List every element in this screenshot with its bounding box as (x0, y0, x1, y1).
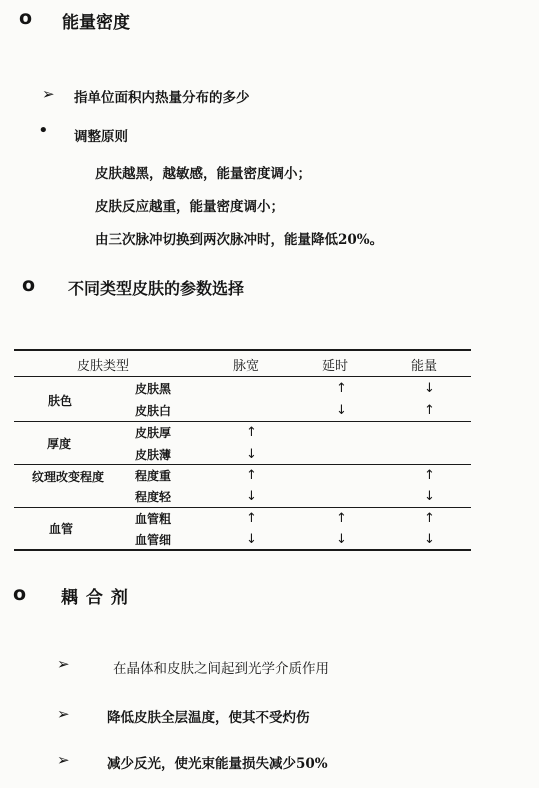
section-title-coupling-agent: 耦 合 剂 (61, 588, 129, 608)
group-rule (14, 421, 471, 422)
category-cell: 肤色 (48, 394, 73, 408)
energy-cell: ↑ (424, 468, 435, 483)
col-header-energy: 能量 (411, 359, 438, 374)
category-cell: 纹理改变程度 (31, 470, 104, 484)
section-title-skin-params: 不同类型皮肤的参数选择 (68, 279, 245, 298)
category-cell: 血管 (49, 522, 74, 536)
col-header-skin-type: 皮肤类型 (77, 359, 130, 374)
pulse-width-cell: ↑ (246, 511, 257, 526)
delay-cell: ↓ (336, 403, 347, 418)
table-bottom-rule (14, 549, 471, 551)
pulse-width-cell: ↑ (246, 425, 257, 440)
energy-cell: ↑ (424, 403, 435, 418)
energy-cell: ↓ (424, 532, 435, 547)
subtype-cell: 血管粗 (135, 512, 172, 526)
subtype-cell: 程度重 (135, 469, 172, 483)
section-bullet: o (19, 7, 33, 29)
rule-item: 皮肤越黑，越敏感，能量密度调小； (95, 166, 311, 182)
adjust-principle-label: 调整原则 (74, 129, 128, 145)
header-rule (14, 376, 471, 377)
subtype-cell: 皮肤厚 (135, 426, 172, 440)
table-top-rule (14, 349, 471, 351)
arrow-bullet-icon: ➢ (57, 751, 70, 769)
dot-bullet-icon: • (38, 120, 49, 141)
rule-item: 由三次脉冲切换到两次脉冲时，能量降低20%。 (95, 232, 384, 248)
subtype-cell: 血管细 (135, 533, 172, 547)
col-header-delay: 延时 (322, 359, 349, 374)
definition-text: 指单位面积内热量分布的多少 (74, 90, 250, 106)
section-title-energy-density: 能量密度 (62, 13, 130, 33)
arrow-bullet-icon: ➢ (57, 705, 70, 723)
subtype-cell: 程度轻 (135, 490, 172, 504)
group-rule (14, 464, 471, 465)
energy-cell: ↓ (424, 381, 435, 396)
rule-item: 皮肤反应越重，能量密度调小； (95, 199, 284, 215)
coupling-point: 减少反光，使光束能量损失减少50% (107, 756, 328, 772)
pulse-width-cell: ↑ (246, 468, 257, 483)
pulse-width-cell: ↓ (246, 489, 257, 504)
pulse-width-cell: ↓ (246, 532, 257, 547)
coupling-point: 降低皮肤全层温度，使其不受灼伤 (107, 710, 310, 726)
delay-cell: ↑ (336, 511, 347, 526)
arrow-bullet-icon: ➢ (57, 655, 70, 673)
category-cell: 厚度 (47, 437, 72, 451)
delay-cell: ↓ (336, 532, 347, 547)
subtype-cell: 皮肤黑 (135, 382, 172, 396)
subtype-cell: 皮肤白 (135, 404, 172, 418)
section-bullet: o (13, 583, 27, 605)
section-bullet: o (22, 274, 36, 296)
subtype-cell: 皮肤薄 (135, 448, 172, 462)
coupling-point: 在晶体和皮肤之间起到光学介质作用 (113, 661, 329, 677)
energy-cell: ↑ (424, 511, 435, 526)
energy-cell: ↓ (424, 489, 435, 504)
col-header-pulse-width: 脉宽 (233, 359, 260, 374)
skin-parameter-table (14, 349, 471, 551)
arrow-bullet-icon: ➢ (42, 85, 55, 103)
pulse-width-cell: ↓ (246, 447, 257, 462)
group-rule (14, 507, 471, 508)
delay-cell: ↑ (336, 381, 347, 396)
